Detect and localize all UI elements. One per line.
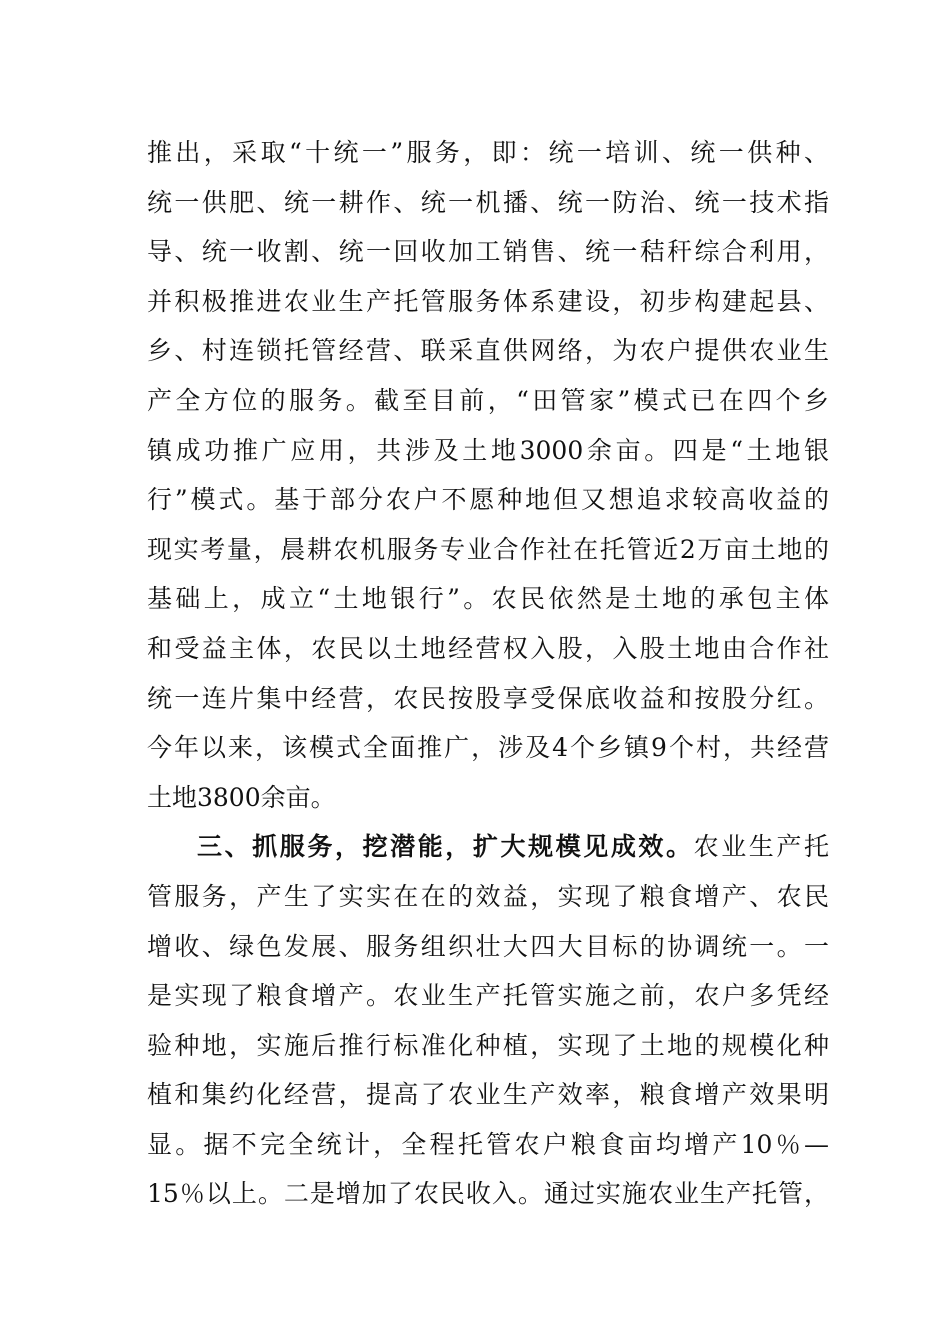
text-line: 产全方位的服务。截至目前，“田管家”模式已在四个乡 xyxy=(147,385,829,415)
text-line: 土地3800余亩。 xyxy=(147,782,336,812)
text-line: 统一供肥、统一耕作、统一机播、统一防治、统一技术指 xyxy=(147,187,829,217)
text-line: 今年以来，该模式全面推广，涉及4个乡镇9个村，共经营 xyxy=(147,733,829,763)
text-line: 增收、绿色发展、服务组织壮大四大目标的协调统一。一 xyxy=(147,931,829,961)
text-line: 管服务，产生了实实在在的效益，实现了粮食增产、农民 xyxy=(147,881,829,911)
paragraph-2 xyxy=(147,822,829,1219)
body-text xyxy=(147,128,829,1219)
text-line: 统一连片集中经营，农民按股享受保底收益和按股分红。 xyxy=(147,683,829,713)
text-line: 基础上，成立“土地银行”。农民依然是土地的承包主体 xyxy=(147,584,829,614)
heading-line-rest: 农业生产托 xyxy=(693,832,829,862)
text-line: 推出，采取“十统一”服务，即：统一培训、统一供种、 xyxy=(147,138,829,167)
paragraph-1 xyxy=(147,128,829,822)
text-line: 显。据不完全统计，全程托管农户粮食亩均增产10％— xyxy=(147,1129,829,1159)
text-line: 并积极推进农业生产托管服务体系建设，初步构建起县、 xyxy=(147,286,829,316)
text-line: 和受益主体，农民以土地经营权入股，入股土地由合作社 xyxy=(147,633,829,663)
text-line: 15％以上。二是增加了农民收入。通过实施农业生产托管， xyxy=(147,1179,829,1209)
text-line: 验种地，实施后推行标准化种植，实现了土地的规模化种 xyxy=(147,1030,829,1060)
section-heading-line xyxy=(147,822,829,872)
text-line: 乡、村连锁托管经营、联采直供网络，为农户提供农业生 xyxy=(147,336,829,366)
text-line: 导、统一收割、统一回收加工销售、统一秸秆综合利用， xyxy=(147,237,829,267)
section-heading: 三、抓服务，挖潜能，扩大规模见成效。 xyxy=(197,832,694,862)
text-line: 是实现了粮食增产。农业生产托管实施之前，农户多凭经 xyxy=(147,981,829,1011)
text-line: 镇成功推广应用，共涉及土地3000余亩。四是“土地银 xyxy=(147,435,829,465)
text-line: 植和集约化经营，提高了农业生产效率，粮食增产效果明 xyxy=(147,1080,829,1110)
text-line: 行”模式。基于部分农户不愿种地但又想追求较高收益的 xyxy=(147,485,829,515)
text-line: 现实考量，晨耕农机服务专业合作社在托管近2万亩土地的 xyxy=(147,534,829,564)
